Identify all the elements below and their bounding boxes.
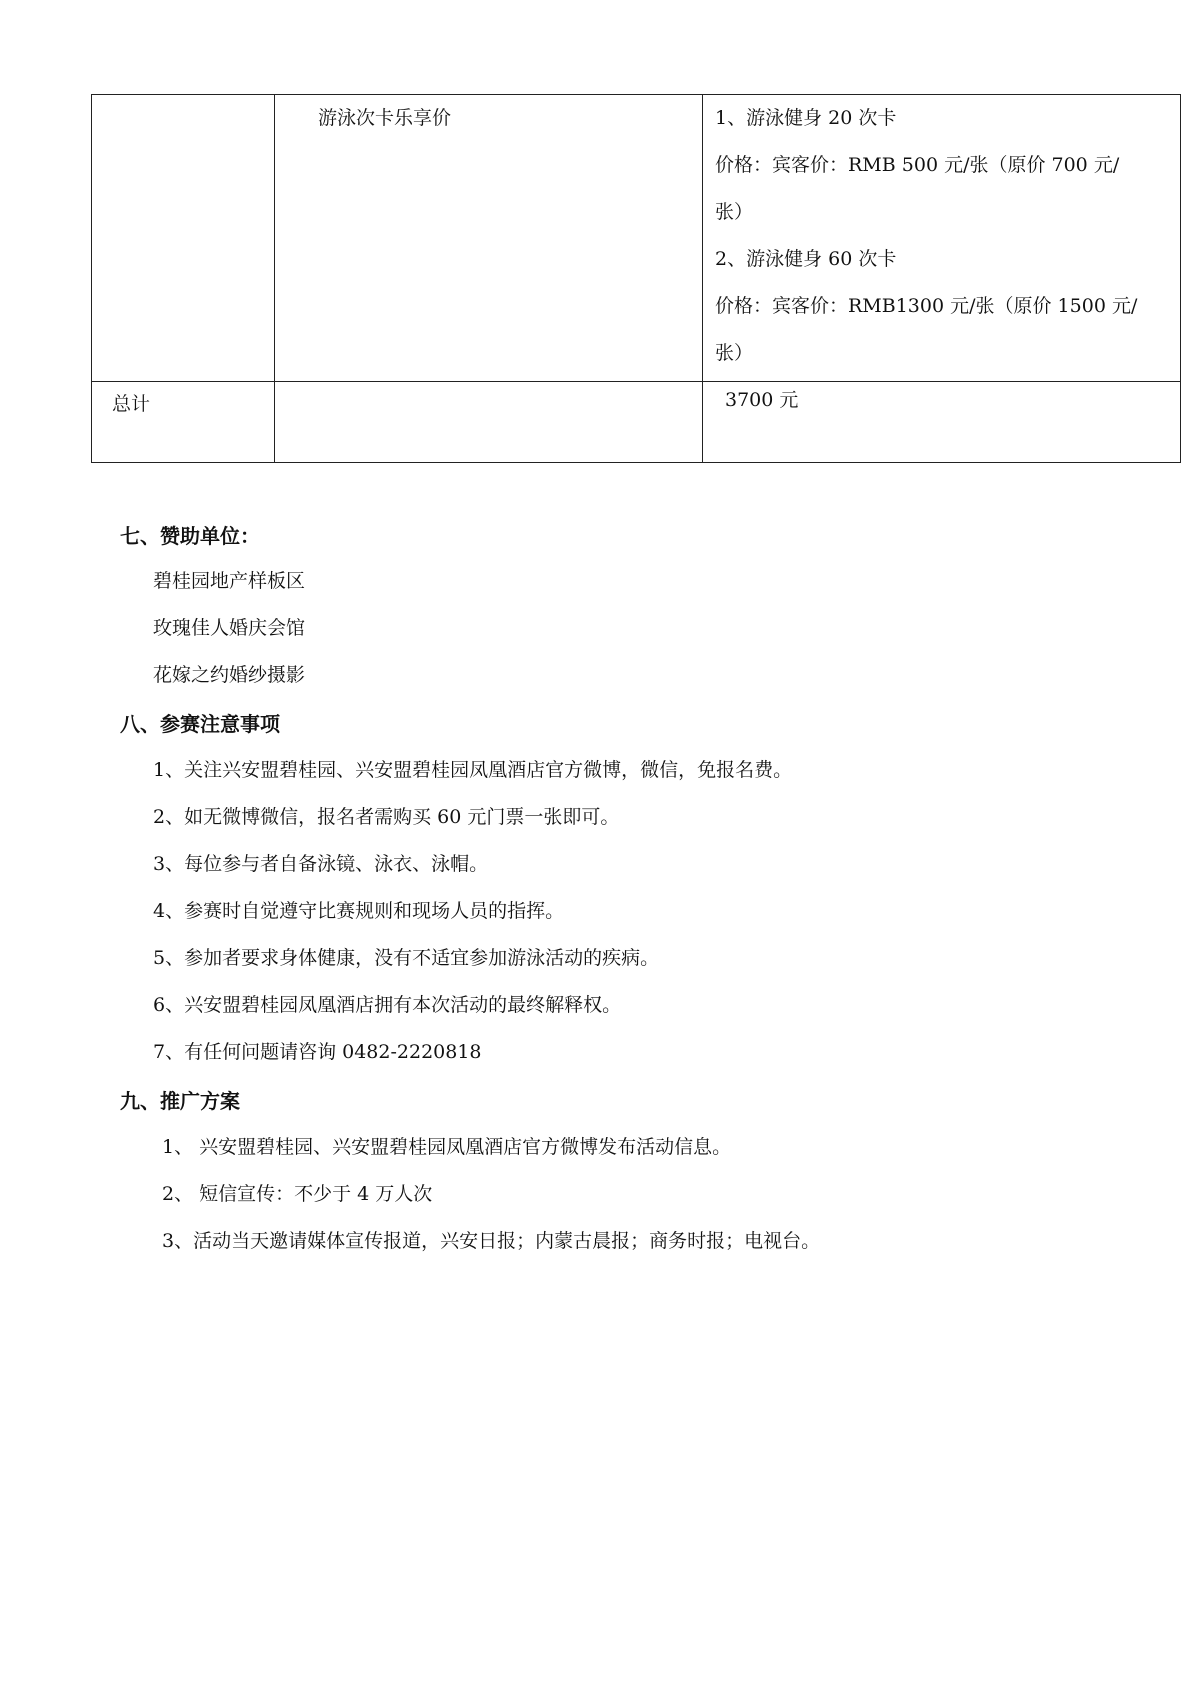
detail-line: 1、游泳健身 20 次卡: [715, 107, 897, 129]
table-row-total: [92, 382, 1181, 463]
note-item: 3、每位参与者自备泳镜、泳衣、泳帽。: [153, 853, 489, 875]
detail-line: 张）: [715, 342, 754, 364]
sponsor-item: 碧桂园地产样板区: [153, 570, 306, 592]
price-table: [91, 94, 1181, 463]
note-item: 7、有任何问题请咨询 0482-2220818: [153, 1041, 482, 1063]
sponsors-title: 七、赞助单位：: [120, 524, 260, 548]
table-cell-item-detail: [703, 95, 1181, 382]
note-item: 2、如无微博微信，报名者需购买 60 元门票一张即可。: [153, 806, 620, 828]
promotion-item: 3、活动当天邀请媒体宣传报道，兴安日报；内蒙古晨报；商务时报；电视台。: [162, 1230, 821, 1252]
detail-line: 价格：宾客价：RMB 500 元/张（原价 700 元/: [715, 154, 1120, 176]
table-cell-item-name: 游泳次卡乐享价: [275, 95, 703, 382]
table-row: [92, 95, 1181, 382]
detail-line: 价格：宾客价：RMB1300 元/张（原价 1500 元/: [715, 295, 1138, 317]
sponsor-item: 花嫁之约婚纱摄影: [153, 664, 306, 686]
note-item: 5、参加者要求身体健康，没有不适宜参加游泳活动的疾病。: [153, 947, 660, 969]
total-label: 总计: [92, 382, 275, 463]
detail-line: 2、游泳健身 60 次卡: [715, 248, 897, 270]
table-cell-category: [92, 95, 275, 382]
total-value: 3700 元: [703, 382, 1181, 463]
notes-title: 八、参赛注意事项: [120, 712, 280, 736]
note-item: 6、兴安盟碧桂园凤凰酒店拥有本次活动的最终解释权。: [153, 994, 622, 1016]
detail-line: 张）: [715, 201, 754, 223]
promotion-item: 1、 兴安盟碧桂园、兴安盟碧桂园凤凰酒店官方微博发布活动信息。: [162, 1136, 732, 1158]
promotion-item: 2、 短信宣传：不少于 4 万人次: [162, 1183, 433, 1205]
note-item: 4、参赛时自觉遵守比赛规则和现场人员的指挥。: [153, 900, 565, 922]
note-item: 1、关注兴安盟碧桂园、兴安盟碧桂园凤凰酒店官方微博，微信，免报名费。: [153, 759, 793, 781]
table-cell-empty: [275, 382, 703, 463]
sponsor-item: 玫瑰佳人婚庆会馆: [153, 617, 306, 639]
promotion-title: 九、推广方案: [120, 1089, 240, 1113]
